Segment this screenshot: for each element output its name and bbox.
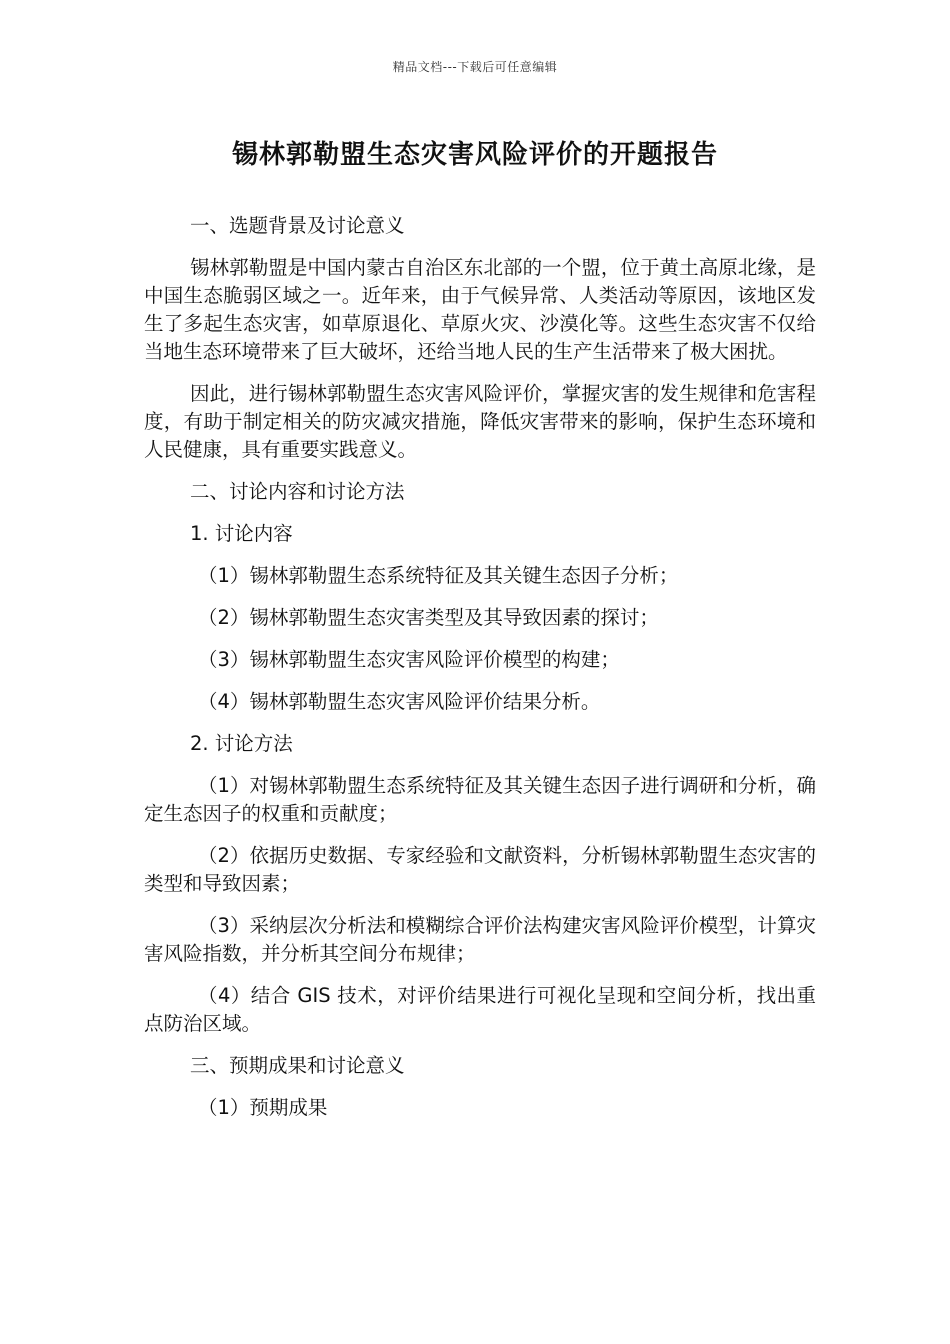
list-item-method-1: （1）对锡林郭勒盟生态系统特征及其关键生态因子进行调研和分析，确定生态因子的权重和贡献度；	[144, 774, 816, 825]
list-item-content-1: （1）锡林郭勒盟生态系统特征及其关键生态因子分析；	[198, 564, 679, 587]
list-item-method-4: （4）结合 GIS 技术，对评价结果进行可视化呈现和空间分析，找出重点防治区域。	[144, 984, 816, 1035]
document-body	[144, 212, 816, 1136]
list-item-outcomes-1: （1）预期成果	[198, 1096, 328, 1119]
list-item-content-3: （3）锡林郭勒盟生态灾害风险评价模型的构建；	[198, 648, 620, 671]
document-title: 锡林郭勒盟生态灾害风险评价的开题报告	[231, 140, 718, 170]
paragraph-background-1: 锡林郭勒盟是中国内蒙古自治区东北部的一个盟，位于黄土高原北缘，是中国生态脆弱区域之一。近年来，由于气候异常、人类活动等原因，该地区发生了多起生态灾害，如草原退化、草原火灾、沙漠化等。这些生态灾害不仅给当地生态环境带来了巨大破坏，还给当地人民的生产生活带来了极大困扰。	[144, 256, 816, 363]
list-item-content-4: （4）锡林郭勒盟生态灾害风险评价结果分析。	[198, 690, 601, 713]
paragraph-background-2: 因此，进行锡林郭勒盟生态灾害风险评价，掌握灾害的发生规律和危害程度，有助于制定相关的防灾减灾措施，降低灾害带来的影响，保护生态环境和人民健康，具有重要实践意义。	[144, 382, 816, 461]
section-heading-content-method: 二、讨论内容和讨论方法	[190, 480, 405, 503]
list-item-content-2: （2）锡林郭勒盟生态灾害类型及其导致因素的探讨；	[198, 606, 659, 629]
section-heading-outcomes: 三、预期成果和讨论意义	[190, 1054, 405, 1077]
list-item-method-3: （3）采纳层次分析法和模糊综合评价法构建灾害风险评价模型，计算灾害风险指数，并分析其空间分布规律；	[144, 914, 816, 965]
list-item-method-2: （2）依据历史数据、专家经验和文献资料，分析锡林郭勒盟生态灾害的类型和导致因素；	[144, 844, 816, 895]
header-note: 精品文档---下载后可任意编辑	[392, 60, 558, 74]
subheading-content: 1. 讨论内容	[190, 522, 293, 545]
section-heading-background: 一、选题背景及讨论意义	[190, 214, 405, 237]
subheading-method: 2. 讨论方法	[190, 732, 293, 755]
